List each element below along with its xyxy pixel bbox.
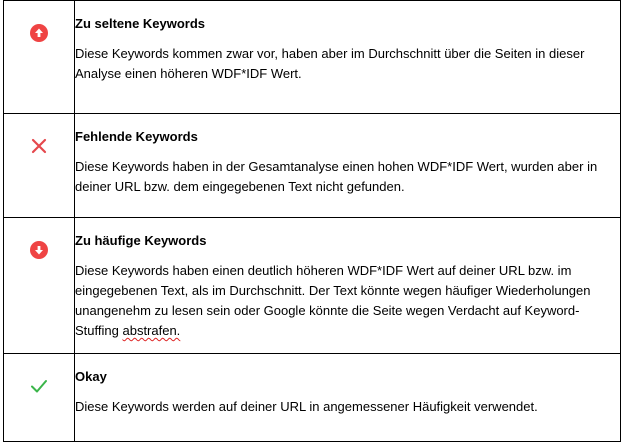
icon-cell [4, 114, 75, 218]
icon-cell [4, 354, 75, 442]
row-description [75, 261, 620, 341]
arrow-up-circle-icon [30, 24, 48, 47]
text-cell [75, 114, 621, 218]
row-description: Diese Keywords kommen zwar vor, haben aber im Durchschnitt über die Seiten in dieser Analyse einen höheren WDF*IDF Wert. [75, 46, 585, 81]
icon-cell [4, 1, 75, 114]
row-title: Zu häufige Keywords [75, 233, 207, 248]
table-row [4, 114, 621, 218]
text-cell [75, 1, 621, 114]
text-cell [75, 218, 621, 354]
row-title: Fehlende Keywords [75, 129, 198, 144]
arrow-down-circle-icon [30, 241, 48, 264]
row-title: Zu seltene Keywords [75, 16, 206, 31]
text-cell [75, 354, 621, 442]
cross-icon [30, 137, 48, 160]
table-row [4, 354, 621, 442]
keyword-legend-table [3, 0, 621, 442]
row-title: Okay [75, 369, 107, 384]
spellcheck-word: abstrafen. [122, 323, 181, 338]
icon-cell [4, 218, 75, 354]
row-description: Diese Keywords werden auf deiner URL in angemessener Häufigkeit verwendet. [75, 399, 538, 414]
row-description: Diese Keywords haben in der Gesamtanalyse einen hohen WDF*IDF Wert, wurden aber in deiner URL bzw. dem eingegebenen Text nicht gefunden. [75, 159, 598, 194]
table-row [4, 218, 621, 354]
checkmark-icon [29, 377, 49, 400]
table-row [4, 1, 621, 114]
row-description-main: Diese Keywords haben einen deutlich höheren WDF*IDF Wert auf deiner URL bzw. im eingegebenen Text, als im Durchschnitt. Der Text könnte wegen häufiger Wiederholungen unangenehm zu lesen sein oder Google könnte die Seite wegen Verdacht auf Keyword-Stuffing [75, 263, 591, 338]
